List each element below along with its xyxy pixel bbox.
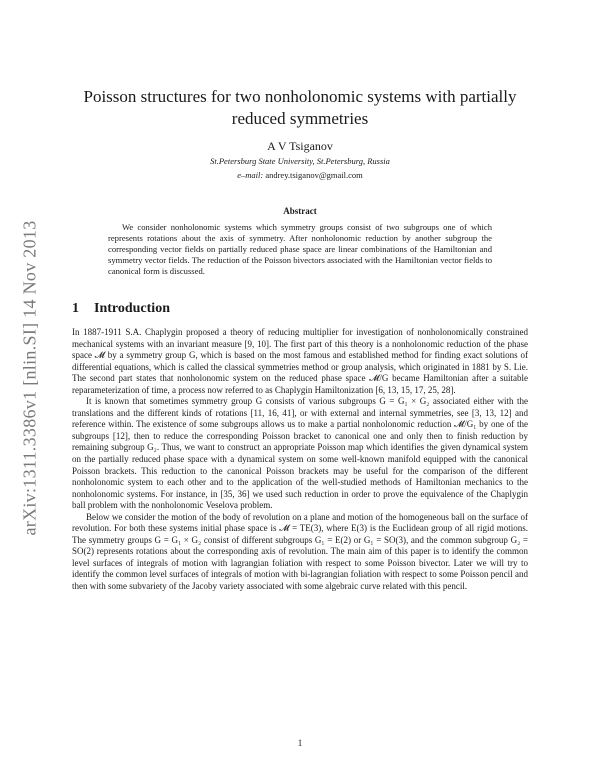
email-label: e–mail:: [237, 170, 264, 180]
author-email-line: [0, 170, 600, 180]
paragraph: It is known that sometimes symmetry group G consists of various subgroups G = G₁ × G₂ associated either with the translations and the different kinds of rotations [11, 16, 41], or with external and internal symmetries, see [3, 13, 12] and reference within. The existence of some subgroups allows us to make a partial nonholonomic reduction 𝓜/G₁ by one of the subgroups [12], then to reduce the corresponding Poisson bracket to canonical one and only then to finish reduction by remaining subgroup G₂. Thus, we want to construct an appropriate Poisson map which identifies the given dynamical system on the partially reduced phase space with a dynamical system on some well-known manifold equipped with the canonical Poisson brackets. This reduction to the canonical Poisson brackets may be useful for the comparison of the different nonholonomic system to each other and to the application of the well-studied methods of Hamiltonian mechanics to the nonholonomic systems. For instance, in [35, 36] we used such reduction in order to prove the equivalence of the Chaplygin ball problem with the nonholonomic Veselova problem.: [72, 396, 528, 511]
paragraph: In 1887-1911 S.A. Chaplygin proposed a theory of reducing multiplier for investigation of nonholonomically constrained mechanical systems with an invariant measure [9, 10]. The first part of this theory is a nonholonomic reduction of the phase space 𝓜 by a symmetry group G, which is based on the most famous and established method for finding exact solutions of differential equations, which is called the classical symmetries method or group analysis, which originated in 1881 by S. Lie. The second part states that nonholonomic system on the reduced phase space 𝓜/G became Hamiltonian after a suitable reparameterization of time, a process now referred to as Chaplygin Hamiltonization [6, 13, 15, 17, 25, 28].: [72, 327, 528, 395]
section-heading: [72, 301, 170, 317]
page-number: 1: [297, 738, 303, 748]
author-affiliation: St.Petersburg State University, St.Petersburg, Russia: [210, 156, 390, 166]
section-number: 1: [72, 301, 79, 316]
author-name: A V Tsiganov: [267, 139, 333, 153]
abstract-heading: Abstract: [283, 206, 317, 216]
arxiv-identifier: arXiv:1311.3386v1 [nlin.SI] 14 Nov 2013: [19, 220, 40, 536]
abstract-text: We consider nonholonomic systems which symmetry groups consist of two subgroups one of which represents rotations about the axis of symmetry. After nonholonomic reduction by another subgroup the corresponding vector fields on partially reduced phase space are linear combinations of the Hamiltonian and symmetry vector fields. The reduction of the Poisson bivectors associated with the Hamiltonian vector fields to canonical form is discussed.: [108, 222, 492, 276]
section-body: [72, 327, 528, 593]
paragraph: Below we consider the motion of the body of revolution on a plane and motion of the homogeneous ball on the surface of revolution. For both these systems initial phase space is 𝓜 = TE(3), where E(3) is the Euclidean group of all rigid motions. The symmetry groups G = G₁ × G₂ consist of different subgroups G₁ = E(2) or G₁ = SO(3), and the common subgroup G₂ = SO(2) represents rotations about the corresponding axis of revolution. The main aim of this paper is to identify the common level surfaces of integrals of motion with lagrangian foliation with respect to some Poisson bivector. Later we will try to identify the common level surfaces of integrals of motion with bi-lagrangian foliation with respect to some Poisson pencil and then with some subvariety of the Jacoby variety associated with some algebraic curve related with this pencil.: [72, 511, 528, 592]
email-address[interactable]: andrey.tsiganov@gmail.com: [265, 170, 363, 180]
section-title: Introduction: [94, 301, 170, 316]
paper-title: Poisson structures for two nonholonomic systems with partially reduced symmetries: [83, 87, 517, 128]
